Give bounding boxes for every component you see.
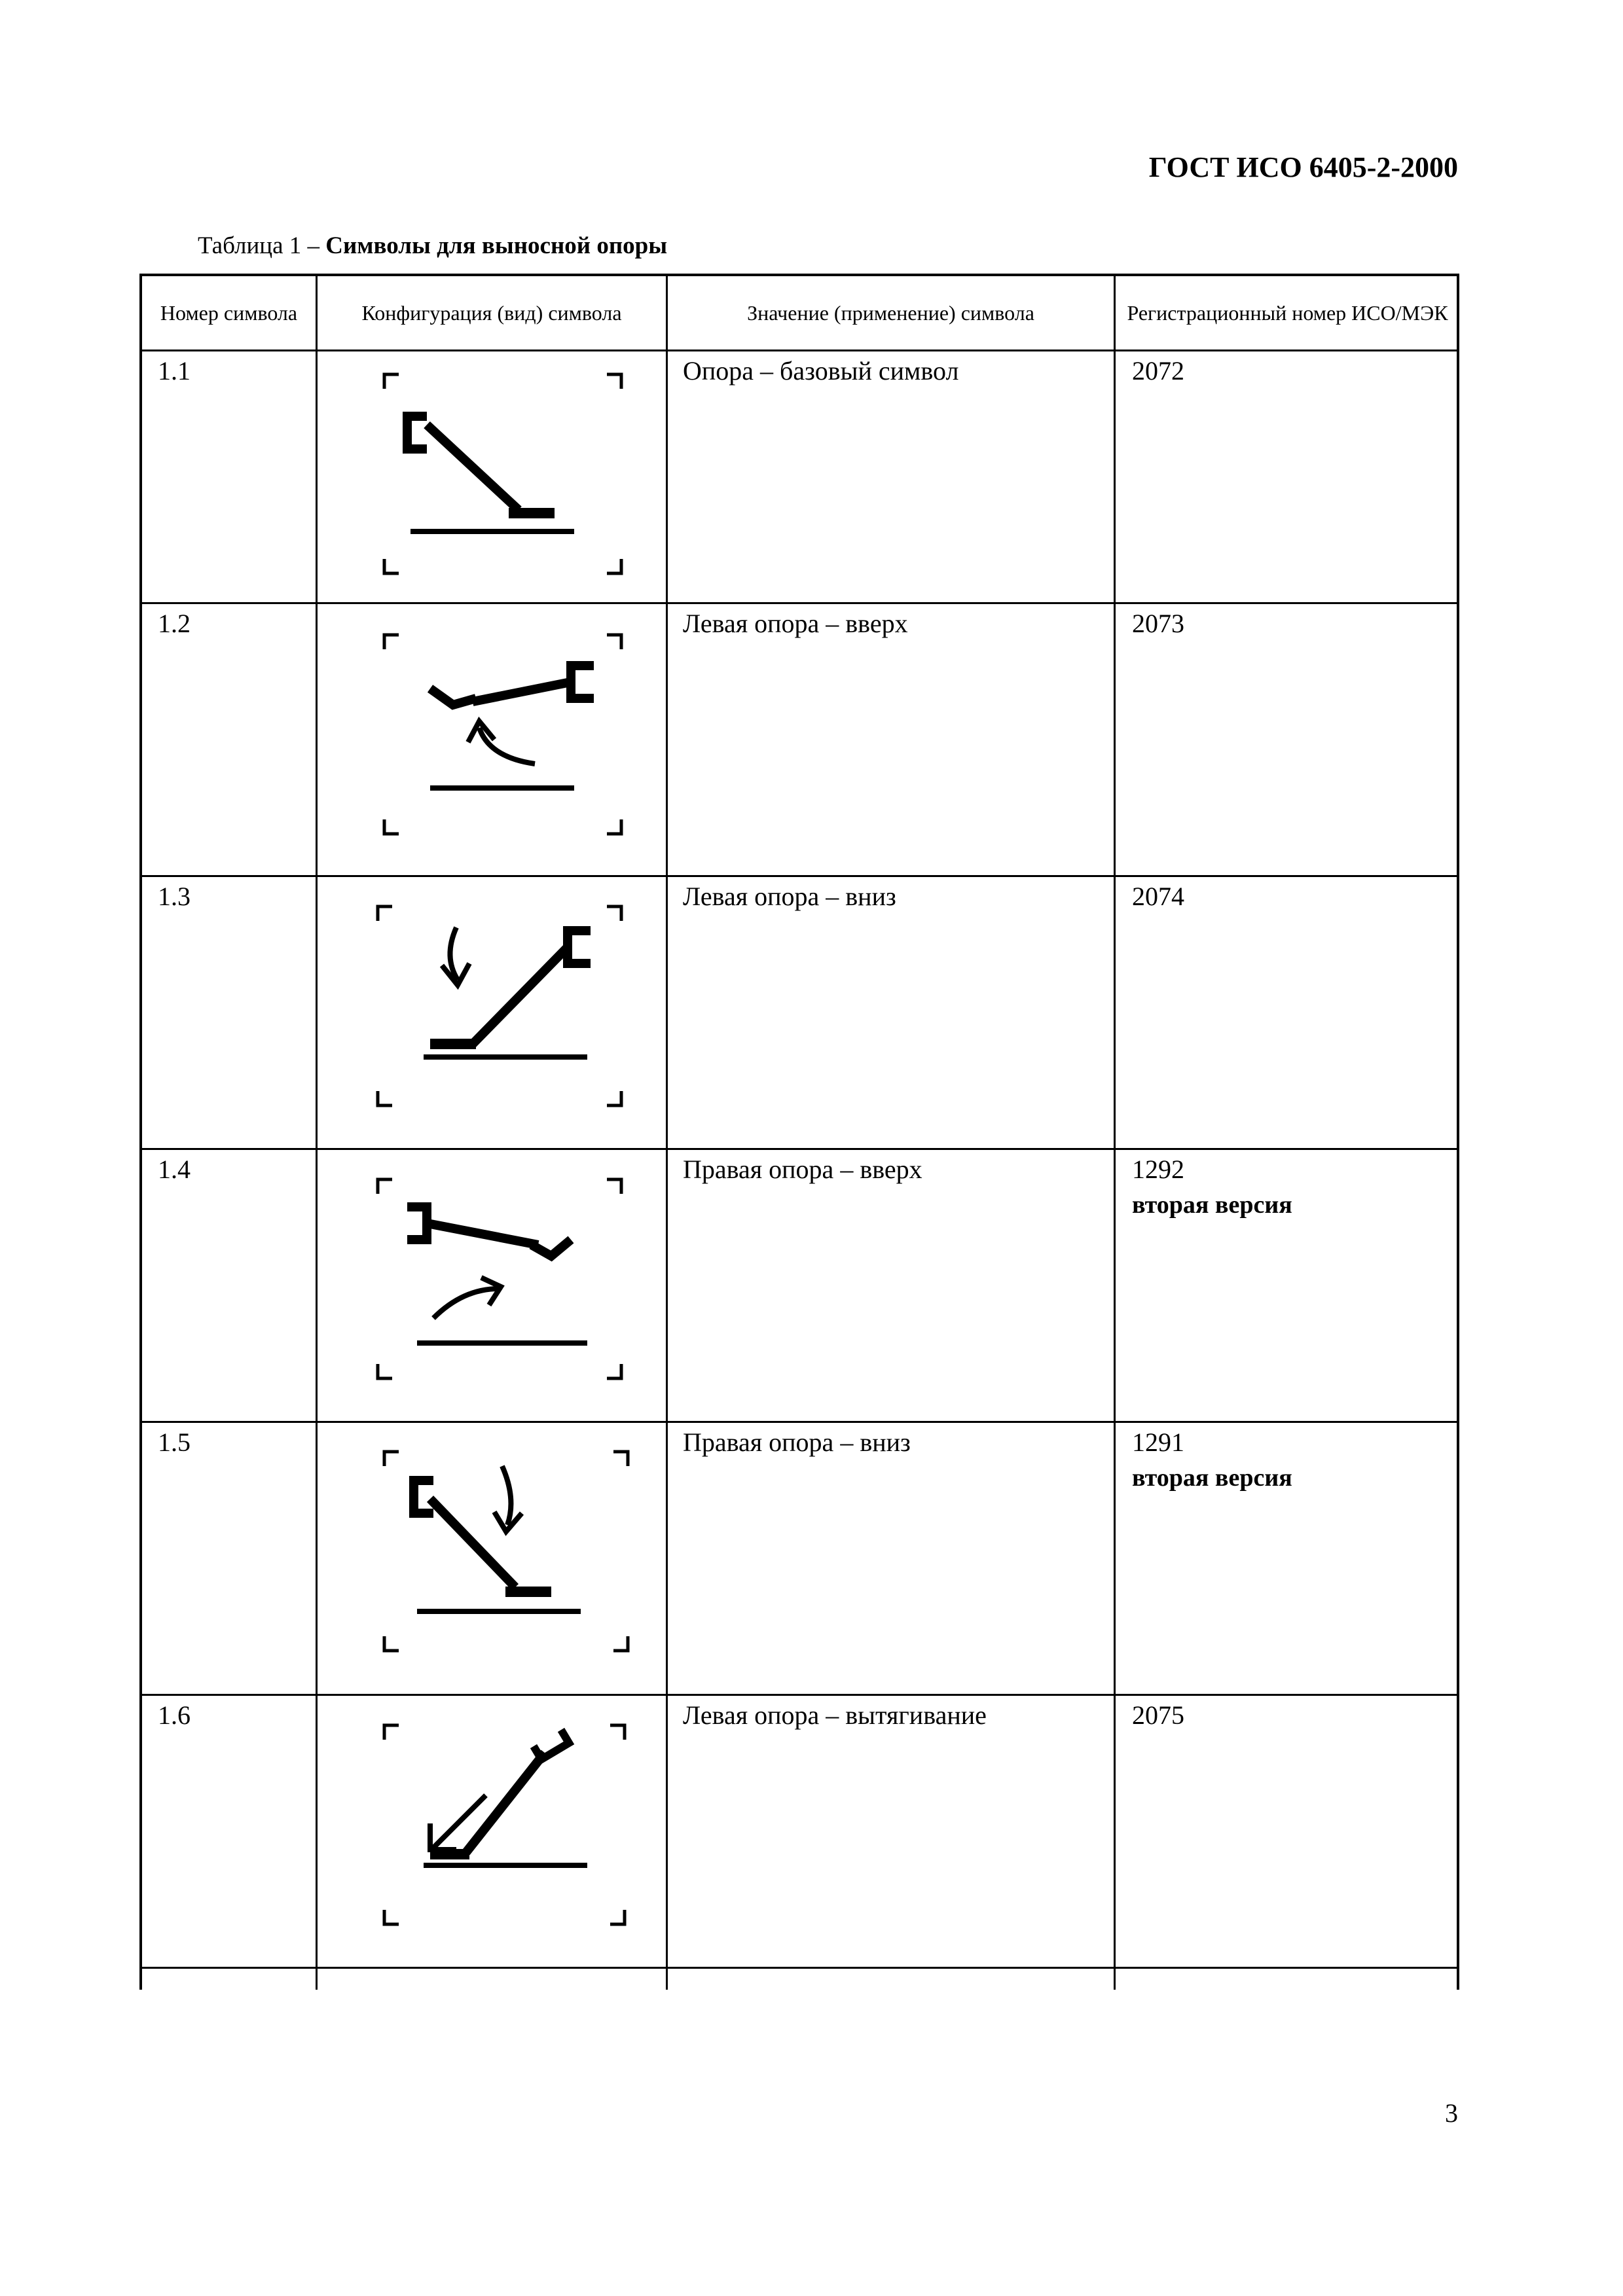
row-meaning: Правая опора – вверх	[683, 1155, 922, 1184]
standard-code: ГОСТ ИСО 6405-2-2000	[1148, 151, 1458, 183]
row-meaning: Правая опора – вниз	[683, 1427, 911, 1457]
row-number: 1.1	[158, 356, 191, 386]
row-divider	[142, 1148, 1457, 1150]
column-header-meaning: Значение (применение) символа	[747, 301, 1034, 325]
row-meaning: Опора – базовый символ	[683, 356, 959, 386]
row-divider	[142, 602, 1457, 604]
row-divider	[142, 350, 1457, 351]
table-caption-prefix: Таблица 1 –	[198, 232, 326, 259]
row-reg-number: 2074	[1132, 882, 1184, 911]
row-meaning: Левая опора – вверх	[683, 609, 908, 638]
row-number: 1.4	[158, 1155, 191, 1184]
right-outrigger-up-icon	[371, 1168, 633, 1403]
column-divider	[1114, 276, 1116, 1990]
row-reg-number: 2075	[1132, 1700, 1184, 1730]
row-meaning: Левая опора – вытягивание	[683, 1700, 987, 1730]
row-divider	[142, 875, 1457, 877]
row-divider	[142, 1694, 1457, 1696]
row-divider	[142, 1967, 1457, 1969]
table-caption-title: Символы для выносной опоры	[325, 232, 668, 259]
row-number: 1.3	[158, 882, 191, 911]
row-number: 1.2	[158, 609, 191, 638]
row-divider	[142, 1421, 1457, 1423]
row-reg-number: 2073	[1132, 609, 1184, 638]
right-outrigger-down-icon	[378, 1440, 640, 1676]
column-divider	[666, 276, 668, 1990]
row-number: 1.5	[158, 1427, 191, 1457]
column-header-registration: Регистрационный номер ИСО/МЭК	[1127, 301, 1448, 325]
left-outrigger-up-icon	[378, 623, 640, 859]
column-divider	[316, 276, 318, 1990]
row-meaning: Левая опора – вниз	[683, 882, 896, 911]
column-header-number: Номер символа	[160, 301, 298, 325]
row-reg-number: 1291 вторая версия	[1132, 1427, 1292, 1492]
row-reg-number: 1292 вторая версия	[1132, 1155, 1292, 1219]
symbols-table	[139, 274, 1459, 1990]
row-reg-number: 2072	[1132, 356, 1184, 386]
left-outrigger-extend-icon	[378, 1713, 640, 1949]
left-outrigger-down-icon	[371, 895, 633, 1130]
row-number: 1.6	[158, 1700, 191, 1730]
outrigger-basic-icon	[378, 363, 640, 598]
column-header-symbol: Конфигурация (вид) символа	[361, 301, 622, 325]
table-caption	[198, 232, 667, 260]
page-number: 3	[1445, 2098, 1458, 2128]
